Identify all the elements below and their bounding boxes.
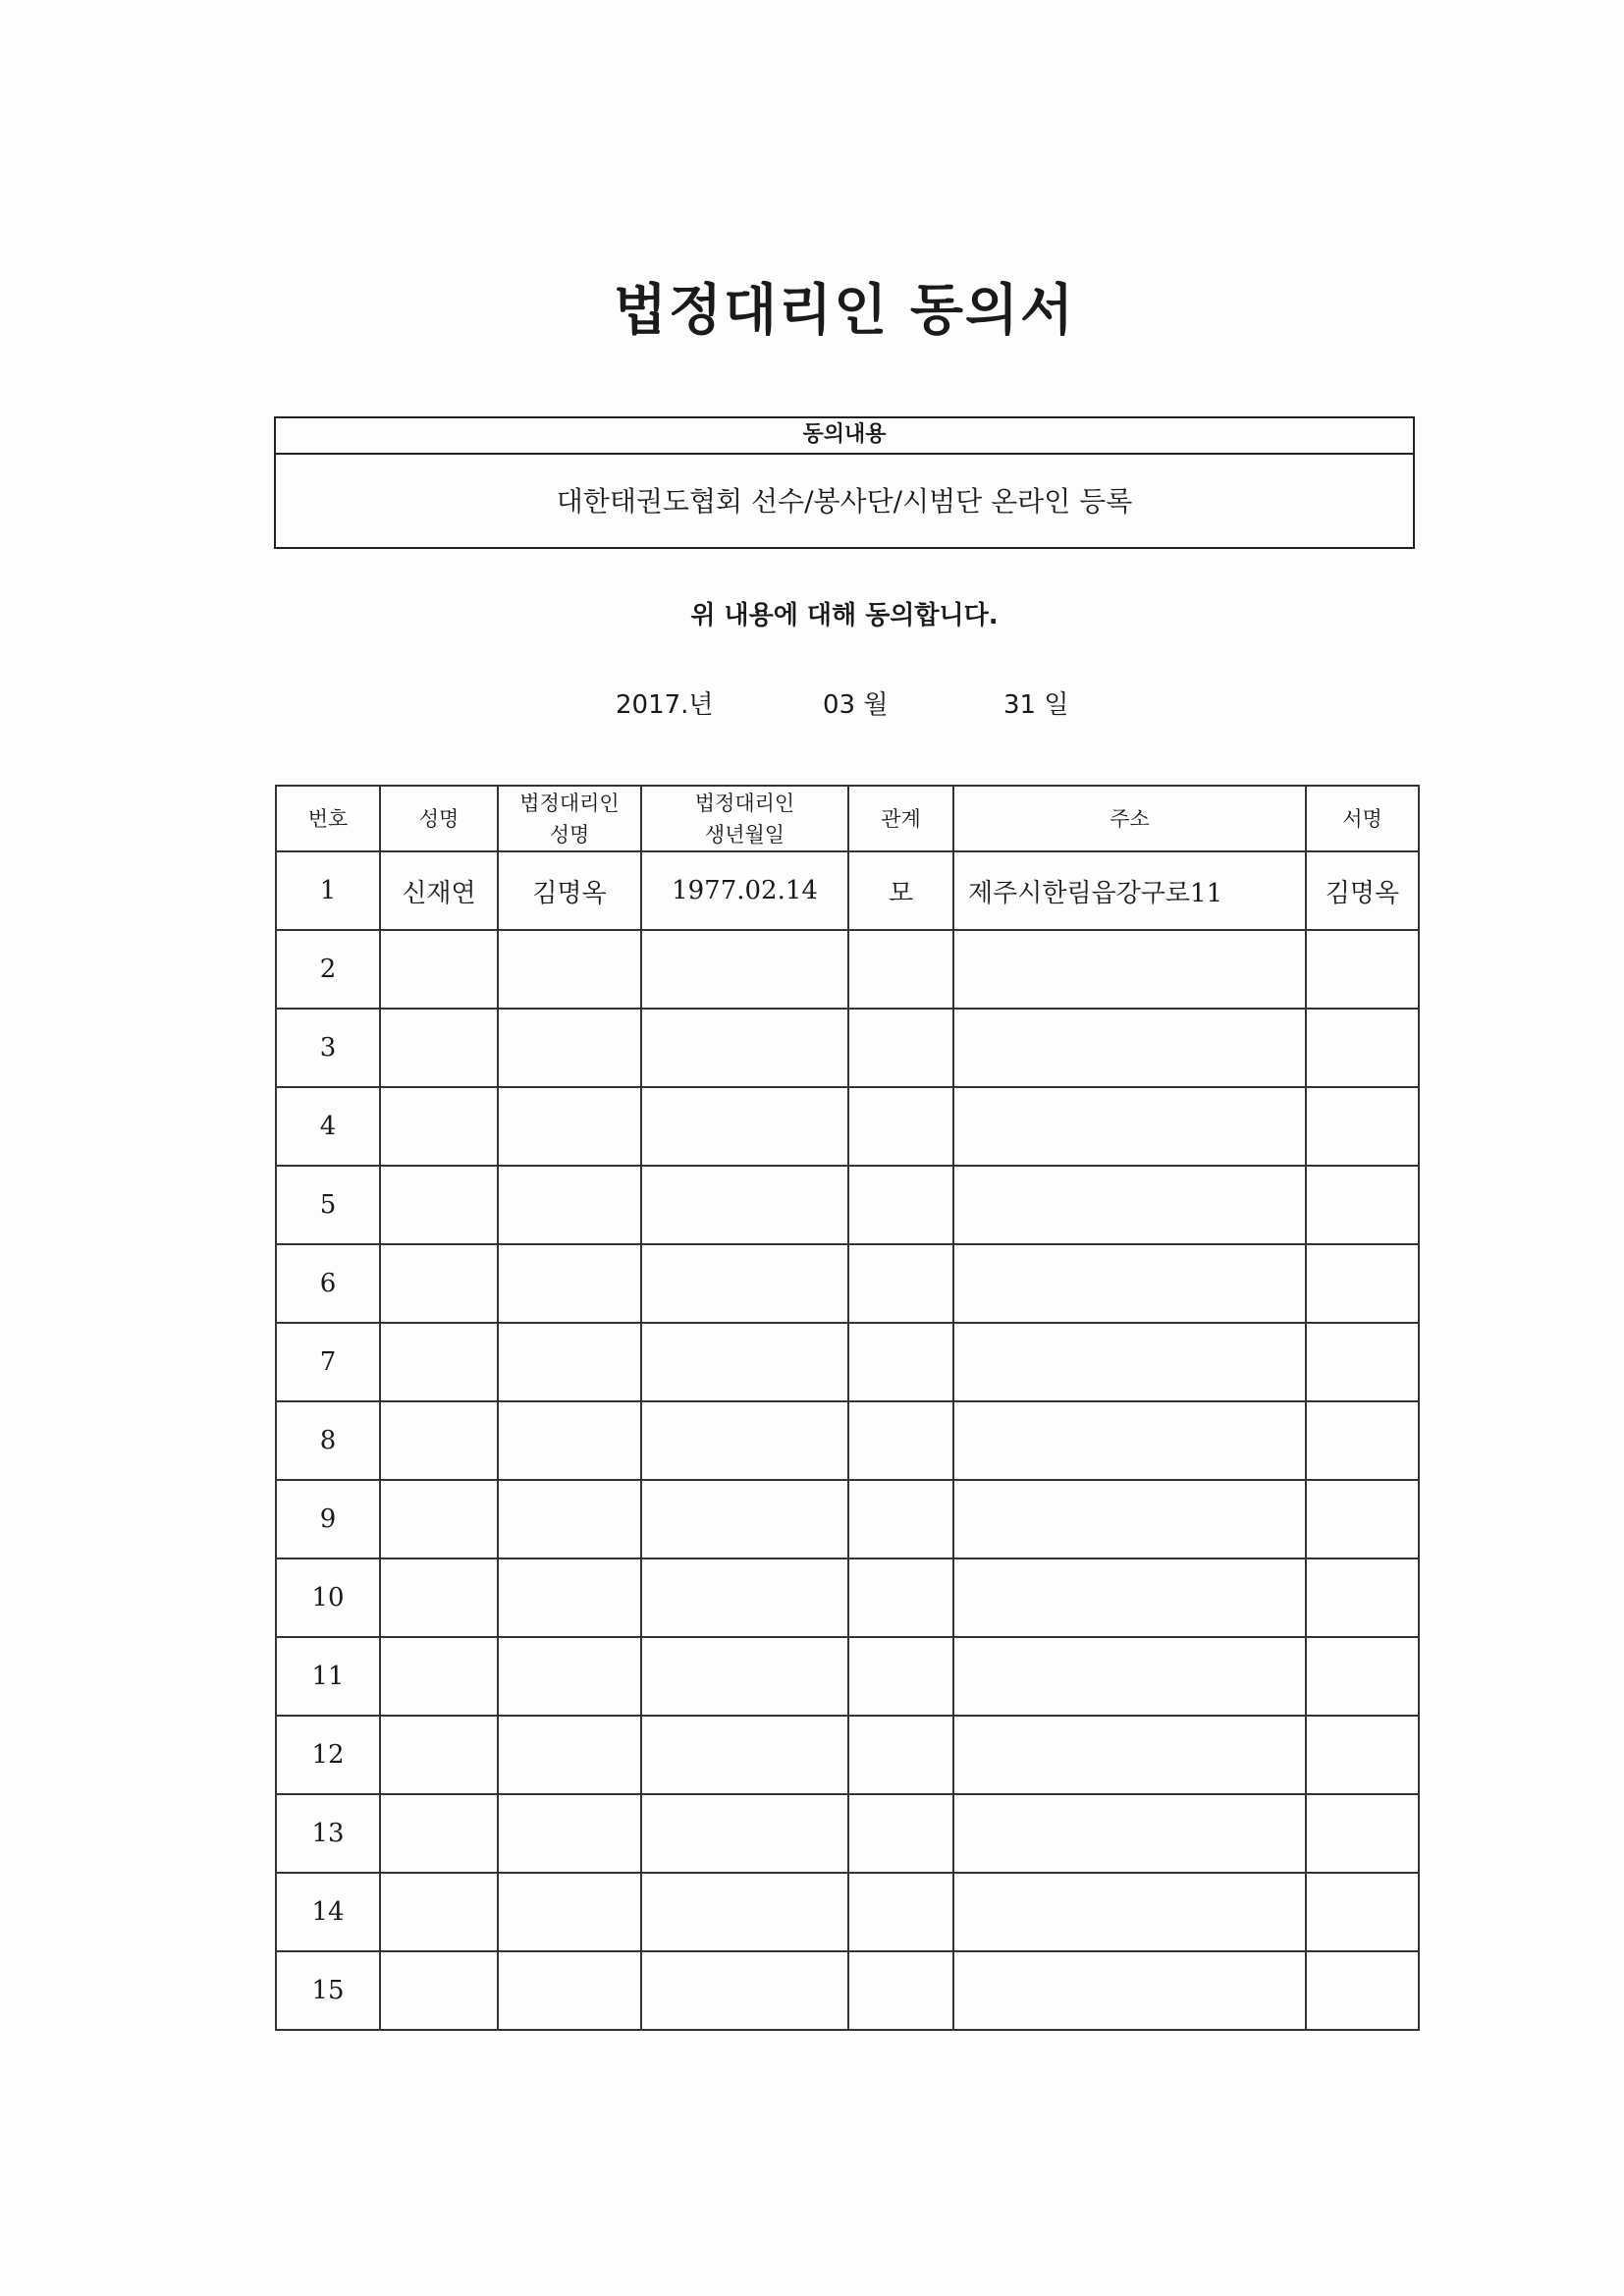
cell-name bbox=[380, 1873, 498, 1951]
table-row bbox=[276, 1087, 1419, 1166]
cell-name bbox=[380, 930, 498, 1009]
header-guardian-name-line2: 성명 bbox=[549, 822, 590, 847]
cell-signature bbox=[1306, 1637, 1419, 1716]
cell-address bbox=[953, 1794, 1306, 1873]
cell-relation bbox=[848, 1558, 953, 1637]
cell-guardian-birth bbox=[641, 1323, 848, 1401]
cell-relation bbox=[848, 1401, 953, 1480]
cell-no: 8 bbox=[276, 1401, 380, 1480]
cell-no: 10 bbox=[276, 1558, 380, 1637]
cell-address bbox=[953, 1480, 1306, 1558]
cell-signature bbox=[1306, 1480, 1419, 1558]
cell-address bbox=[953, 1323, 1306, 1401]
cell-guardian-birth bbox=[641, 1794, 848, 1873]
cell-guardian-name bbox=[498, 1401, 641, 1480]
cell-address bbox=[953, 1244, 1306, 1323]
cell-address bbox=[953, 1401, 1306, 1480]
cell-signature bbox=[1306, 1951, 1419, 2030]
cell-guardian-birth: 1977.02.14 bbox=[641, 851, 848, 930]
table-header-row bbox=[276, 786, 1419, 851]
cell-no: 15 bbox=[276, 1951, 380, 2030]
header-address: 주소 bbox=[953, 786, 1306, 851]
header-no: 번호 bbox=[276, 786, 380, 851]
date-year: 2017.년 bbox=[616, 690, 714, 720]
cell-guardian-name bbox=[498, 1951, 641, 2030]
cell-address bbox=[953, 1087, 1306, 1166]
cell-guardian-name bbox=[498, 1558, 641, 1637]
date-day: 31 일 bbox=[1003, 690, 1069, 720]
table-row bbox=[276, 1558, 1419, 1637]
table-row bbox=[276, 1873, 1419, 1951]
table-row bbox=[276, 1794, 1419, 1873]
cell-signature bbox=[1306, 1873, 1419, 1951]
cell-name bbox=[380, 1558, 498, 1637]
cell-no: 14 bbox=[276, 1873, 380, 1951]
cell-no: 9 bbox=[276, 1480, 380, 1558]
cell-guardian-birth bbox=[641, 1637, 848, 1716]
date-month: 03 월 bbox=[823, 690, 889, 720]
cell-relation bbox=[848, 930, 953, 1009]
cell-guardian-name bbox=[498, 1873, 641, 1951]
cell-no: 6 bbox=[276, 1244, 380, 1323]
cell-relation bbox=[848, 1244, 953, 1323]
cell-relation bbox=[848, 1873, 953, 1951]
cell-name bbox=[380, 1480, 498, 1558]
cell-guardian-birth bbox=[641, 1558, 848, 1637]
header-name: 성명 bbox=[380, 786, 498, 851]
cell-no: 7 bbox=[276, 1323, 380, 1401]
cell-guardian-birth bbox=[641, 1480, 848, 1558]
cell-no: 4 bbox=[276, 1087, 380, 1166]
cell-address bbox=[953, 1637, 1306, 1716]
cell-guardian-name bbox=[498, 930, 641, 1009]
cell-name bbox=[380, 1009, 498, 1087]
cell-guardian-name bbox=[498, 1166, 641, 1244]
table-row bbox=[276, 1637, 1419, 1716]
cell-no: 5 bbox=[276, 1166, 380, 1244]
cell-guardian-name bbox=[498, 1087, 641, 1166]
cell-guardian-name: 김명옥 bbox=[498, 851, 641, 930]
header-guardian-name bbox=[498, 786, 641, 851]
cell-name bbox=[380, 1244, 498, 1323]
cell-guardian-name bbox=[498, 1637, 641, 1716]
cell-signature bbox=[1306, 930, 1419, 1009]
cell-relation bbox=[848, 1480, 953, 1558]
cell-address bbox=[953, 1009, 1306, 1087]
cell-address bbox=[953, 1558, 1306, 1637]
cell-address bbox=[953, 1951, 1306, 2030]
cell-name bbox=[380, 1087, 498, 1166]
cell-name bbox=[380, 1637, 498, 1716]
header-guardian-birth bbox=[641, 786, 848, 851]
table-row bbox=[276, 1401, 1419, 1480]
table-row bbox=[276, 1323, 1419, 1401]
cell-guardian-name bbox=[498, 1716, 641, 1794]
cell-no: 13 bbox=[276, 1794, 380, 1873]
table-row bbox=[276, 1166, 1419, 1244]
cell-address bbox=[953, 1166, 1306, 1244]
cell-signature bbox=[1306, 1794, 1419, 1873]
cell-no: 11 bbox=[276, 1637, 380, 1716]
cell-no: 2 bbox=[276, 930, 380, 1009]
cell-guardian-birth bbox=[641, 1401, 848, 1480]
cell-name bbox=[380, 1951, 498, 2030]
cell-guardian-birth bbox=[641, 1716, 848, 1794]
cell-signature bbox=[1306, 1009, 1419, 1087]
cell-guardian-birth bbox=[641, 930, 848, 1009]
table-row bbox=[276, 1480, 1419, 1558]
table-row bbox=[276, 1009, 1419, 1087]
cell-guardian-name bbox=[498, 1323, 641, 1401]
cell-relation bbox=[848, 1716, 953, 1794]
cell-relation: 모 bbox=[848, 851, 953, 930]
cell-relation bbox=[848, 1951, 953, 2030]
cell-guardian-birth bbox=[641, 1951, 848, 2030]
table-row bbox=[276, 930, 1419, 1009]
cell-name bbox=[380, 1323, 498, 1401]
header-signature: 서명 bbox=[1306, 786, 1419, 851]
cell-address bbox=[953, 1716, 1306, 1794]
consent-content: 대한태권도협회 선수/봉사단/시범단 온라인 등록 bbox=[556, 485, 1133, 518]
table-row bbox=[276, 1244, 1419, 1323]
cell-guardian-birth bbox=[641, 1166, 848, 1244]
page-title: 법정대리인 동의서 bbox=[613, 279, 1076, 343]
consent-box bbox=[274, 416, 1415, 549]
cell-relation bbox=[848, 1794, 953, 1873]
cell-guardian-birth bbox=[641, 1244, 848, 1323]
cell-signature: 김명옥 bbox=[1306, 851, 1419, 930]
table-row bbox=[276, 1716, 1419, 1794]
cell-relation bbox=[848, 1637, 953, 1716]
consent-header: 동의내용 bbox=[276, 418, 1413, 455]
cell-address bbox=[953, 1873, 1306, 1951]
cell-relation bbox=[848, 1009, 953, 1087]
cell-signature bbox=[1306, 1087, 1419, 1166]
cell-guardian-name bbox=[498, 1794, 641, 1873]
cell-signature bbox=[1306, 1401, 1419, 1480]
cell-no: 12 bbox=[276, 1716, 380, 1794]
cell-name bbox=[380, 1166, 498, 1244]
cell-name bbox=[380, 1401, 498, 1480]
cell-signature bbox=[1306, 1323, 1419, 1401]
cell-no: 1 bbox=[276, 851, 380, 930]
cell-name bbox=[380, 1716, 498, 1794]
cell-guardian-birth bbox=[641, 1009, 848, 1087]
guardian-roster-table bbox=[275, 785, 1420, 2031]
cell-guardian-name bbox=[498, 1480, 641, 1558]
header-guardian-birth-line2: 생년월일 bbox=[704, 822, 785, 847]
cell-guardian-birth bbox=[641, 1087, 848, 1166]
cell-name: 신재연 bbox=[380, 851, 498, 930]
cell-relation bbox=[848, 1166, 953, 1244]
table-row bbox=[276, 1951, 1419, 2030]
header-guardian-birth-line1: 법정대리인 bbox=[694, 791, 795, 815]
cell-signature bbox=[1306, 1244, 1419, 1323]
agree-statement: 위 내용에 대해 동의합니다. bbox=[690, 601, 999, 630]
cell-relation bbox=[848, 1323, 953, 1401]
header-guardian-name-line1: 법정대리인 bbox=[519, 791, 620, 815]
cell-signature bbox=[1306, 1558, 1419, 1637]
table-row bbox=[276, 851, 1419, 930]
cell-address: 제주시한림읍강구로11 bbox=[953, 851, 1306, 930]
cell-signature bbox=[1306, 1166, 1419, 1244]
cell-guardian-name bbox=[498, 1009, 641, 1087]
header-relation: 관계 bbox=[848, 786, 953, 851]
cell-guardian-name bbox=[498, 1244, 641, 1323]
cell-relation bbox=[848, 1087, 953, 1166]
cell-address bbox=[953, 930, 1306, 1009]
cell-guardian-birth bbox=[641, 1873, 848, 1951]
cell-name bbox=[380, 1794, 498, 1873]
cell-signature bbox=[1306, 1716, 1419, 1794]
cell-no: 3 bbox=[276, 1009, 380, 1087]
